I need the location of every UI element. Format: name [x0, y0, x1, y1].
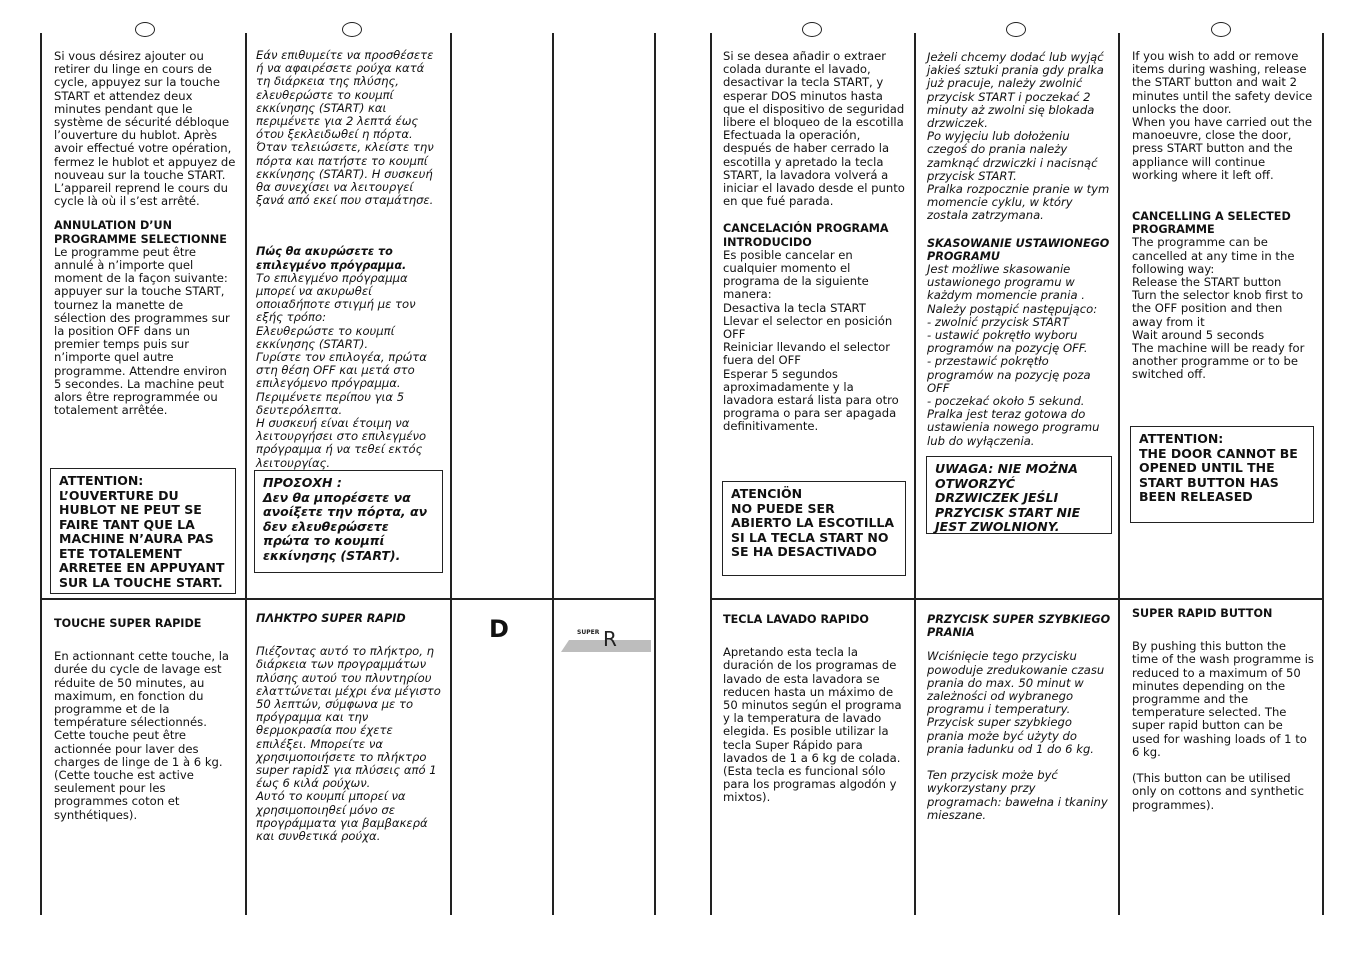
- super-title: TOUCHE SUPER RAPIDE: [54, 617, 202, 630]
- cancel-text: Το επιλεγμένο πρόγραμμα μπορεί να ακυρωθεί οποιαδήποτε στιγμή με τον εξής τρόπο: Ελευθερώστε το κουμπί εκκίνησης (START). Γυρίστε τον επιλογέα, πρώτα στη θέση OFF και μετά στο επιλεγόμενο πρόγραμμα. Περιμένετε περίπου για 5 δευτερόλεπτα. Η συσκευή είναι έτοιμη να λειτουργήσει στο επιλεγμένο πρόγραμμα ή να τεθεί εκτός λειτουργίας.: [256, 270, 427, 470]
- greek-super-section: [256, 612, 442, 843]
- language-marker-icon: [1006, 22, 1026, 37]
- section-divider: [710, 598, 1324, 600]
- polish-super-section: [927, 613, 1111, 822]
- french-column: [54, 50, 236, 417]
- column-divider: [710, 33, 712, 915]
- cancel-title: SKASOWANIE USTAWIONEGO PROGRAMU: [927, 236, 1110, 263]
- cancel-text: Es posible cancelar en cualquier momento el programa de la siguiente manera: Desactiva la tecla START Llevar el selector en posición OFF Reiniciar llevando el selector fuera del OFF Esperar 5 segundos aproximadamente y la lavadora estará lista para otro programa o para ser apagada definitivamente.: [723, 247, 899, 434]
- column-divider: [1322, 33, 1324, 915]
- svg-text:R: R: [603, 627, 617, 651]
- spanish-super-section: [723, 613, 905, 805]
- french-super-section: [54, 617, 236, 822]
- section-letter: D: [489, 615, 509, 643]
- polish-column: [927, 51, 1111, 448]
- super-text: Apretando esta tecla la duración de los programas de lavado de esta lavadora se reducen hasta un máximo de 50 minutos según el programa y la temperatura de lavado elegida. Es posible utilizar la tecla Super Rápido para lavados de 1 a 6 kg de colada. (Esta tecla es funcional sólo para los programas algodón y mixtos).: [723, 645, 902, 805]
- attention-box: ΠΡΟΣΟΧΗ : Δεν θα μπορέσετε να ανοίξετε την πόρτα, αν δεν ελευθερώσετε πρώτα το κουμπί εκκίνησης (START).: [254, 470, 443, 573]
- attention-box: ATENCIÖN NO PUEDE SER ABIERTO LA ESCOTILLA SI LA TECLA START NO SE HA DESACTIVADO: [722, 481, 906, 576]
- language-marker-icon: [135, 22, 155, 37]
- greek-column: [256, 49, 442, 470]
- language-marker-icon: [1211, 22, 1231, 37]
- column-divider: [552, 33, 554, 915]
- super-title: ΠΛΗΚΤΡΟ SUPER RAPID: [256, 612, 406, 625]
- super-text: By pushing this button the time of the wash programme is reduced to a maximum of 50 minutes depending on the programme and the temperature selected. The super rapid button can be used for washing loads of 1 to 6 kg. (This button can be utilised only on cottons and synthetic programmes).: [1132, 639, 1314, 812]
- cancel-text: Le programme peut être annulé à n’importe quel moment de la façon suivante: appuyer sur la touche START, tournez la manette de sélection des programmes sur la position OFF dans un premier temps puis sur n’importe quel autre programme. Attendre environ 5 secondes. La machine peut alors être reprogrammée ou totalement arrêtée.: [54, 244, 230, 418]
- column-divider: [450, 33, 452, 915]
- intro-text: Jeżeli chcemy dodać lub wyjąć jakieś sztuki prania gdy pralka już pracuje, należy zwolnić przycisk START i poczekać 2 minuty aż zwolni się blokada drzwiczek. Po wyjęciu lub dołożeniu czegoś do prania należy zamknąć drzwiczki i nacisnąć przycisk START. Pralka rozpocznie pranie w tym momencie cyklu, w który zostala zatrzymana.: [927, 50, 1110, 223]
- intro-text: Si se desea añadir o extraer colada durante el lavado, desactivar la tecla START, y esperar DOS minutos hasta que el dispositivo de seguridad libere el bloqueo de la escotilla Efectuada la operación, después de haber cerrado la escotilla y apretado la tecla START, la lavadora volverá a iniciar el lavado desde el punto en que fué parada.: [723, 49, 905, 209]
- cancel-title: CANCELACIÓN PROGRAMA INTRODUCIDO: [723, 222, 889, 249]
- attention-box: ATTENTION: THE DOOR CANNOT BE OPENED UNTIL THE START BUTTON HAS BEEN RELEASED: [1130, 426, 1314, 523]
- attention-box: ATTENTION: L’OUVERTURE DU HUBLOT NE PEUT SE FAIRE TANT QUE LA MACHINE N’AURA PAS ETE TOTALEMENT ARRETEE EN APPUYANT SUR LA TOUCHE START.: [50, 468, 236, 594]
- attention-box: UWAGA: NIE MOŻNA OTWORZYĆ DRZWICZEK JEŚLI PRZYCISK START NIE JEST ZWOLNIONY.: [926, 456, 1112, 534]
- super-title: SUPER RAPID BUTTON: [1132, 607, 1273, 620]
- column-divider: [245, 33, 247, 915]
- english-super-section: [1132, 607, 1314, 812]
- column-divider: [654, 33, 656, 915]
- cancel-text: The programme can be cancelled at any time in the following way: Release the START button Turn the selector knob first to the OFF position and then away from it Wait around 5 seconds The machine will be ready for another programme or to be switched off.: [1132, 235, 1305, 382]
- super-text: Πιέζοντας αυτό το πλήκτρο, η διάρκεια των προγραμμάτων πλύσης αυτού του πλυντηρίου ελαττώνεται μέχρι ένα μέγιστο 50 λεπτών, σύμφωνα με το πρόγραμμα και την θερμοκρασία που έχετε επιλέξει. Μπορείτε να χρησιμοποιήσετε το πλήκτρο super rapidΣ για πλύσεις από 1 έως 6 κιλά ρούχων. Αυτό το κουμπί μπορεί να χρησιμοποιηθεί μόνο σε προγράμματα για βαμβακερά και συνθετικά ρούχα.: [256, 644, 441, 844]
- cancel-title: CANCELLING A SELECTED PROGRAMME: [1132, 210, 1291, 237]
- cancel-title: ANNULATION D’UN PROGRAMME SELECTIONNE: [54, 219, 227, 246]
- intro-text: Εάν επιθυμείτε να προσθέσετε ή να αφαιρέσετε ρούχα κατά τη διάρκεια της πλύσης, ελευθερώστε το κουμπί εκκίνησης (START) και περιμένετε για 2 λεπτά έως ότου ξεκλειδωθεί η πόρτα. Όταν τελειώσετε, κλείστε την πόρτα και πατήστε το κουμπί εκκίνησης (START). Η συσκευή θα συνεχίσει να λειτουργεί ξανά από εκεί που σταμάτησε.: [256, 48, 434, 208]
- english-column: [1132, 50, 1314, 382]
- super-text: En actionnant cette touche, la durée du cycle de lavage est réduite de 50 minutes, au maximum, en fonction du programme et de la température sélectionnés. Cette touche peut être actionnée pour laver des charges de linge de 1 à 6 kg. (Cette touche est active seulement pour les programmes coton et synthétiques).: [54, 649, 230, 822]
- cancel-text: Jest możliwe skasowanie ustawionego programu w każdym momencie prania . Należy postąpić następująco: - zwolnić przycisk START - ustawić pokrętło wyboru programów na pozycję OFF. - przestawić pokrętło programów na pozycję poza OFF - poczekać około 5 sekund. Pralka jest teraz gotowa do ustawienia nowego programu lub do wyłączenia.: [927, 262, 1100, 448]
- intro-text: Si vous désirez ajouter ou retirer du linge en cours de cycle, appuyez sur la touche START et attendez deux minutes pendant que le système de sécurité débloque l’ouverture du hublot. Après avoir effectué votre opération, fermez le hublot et appuyez de nouveau sur la touche START. L’appareil reprend le cours du cycle là où il s’est arrêté.: [54, 49, 236, 209]
- spanish-column: [723, 50, 905, 434]
- section-divider: [40, 598, 655, 600]
- super-title: PRZYCISK SUPER SZYBKIEGO PRANIA: [927, 613, 1111, 640]
- column-divider: [914, 33, 916, 915]
- super-text: Wciśnięcie tego przycisku powoduje zredukowanie czasu prania do max. 50 minut w zależności od wybranego programu i temperatury. Przycisk super szybkiego prania może być użyty do prania ładunku od 1 do 6 kg. Ten przycisk może być wykorzystany przy programach: bawełna i tkaniny mieszane.: [927, 649, 1108, 822]
- column-divider: [40, 33, 42, 915]
- language-marker-icon: [342, 22, 362, 37]
- column-divider: [1118, 33, 1120, 915]
- super-title: TECLA LAVADO RAPIDO: [723, 613, 869, 626]
- intro-text: If you wish to add or remove items during washing, release the START button and wait 2 minutes until the safety device unlocks the door. When you have carried out the manoeuvre, close the door, press START button and the appliance will continue working where it left off.: [1132, 49, 1313, 182]
- svg-text:SUPER: SUPER: [577, 629, 600, 636]
- super-rapid-logo-icon: [557, 620, 653, 654]
- cancel-title: Πώς θα ακυρώσετε το επιλεγμένο πρόγραμμα.: [256, 245, 407, 272]
- language-marker-icon: [802, 22, 822, 37]
